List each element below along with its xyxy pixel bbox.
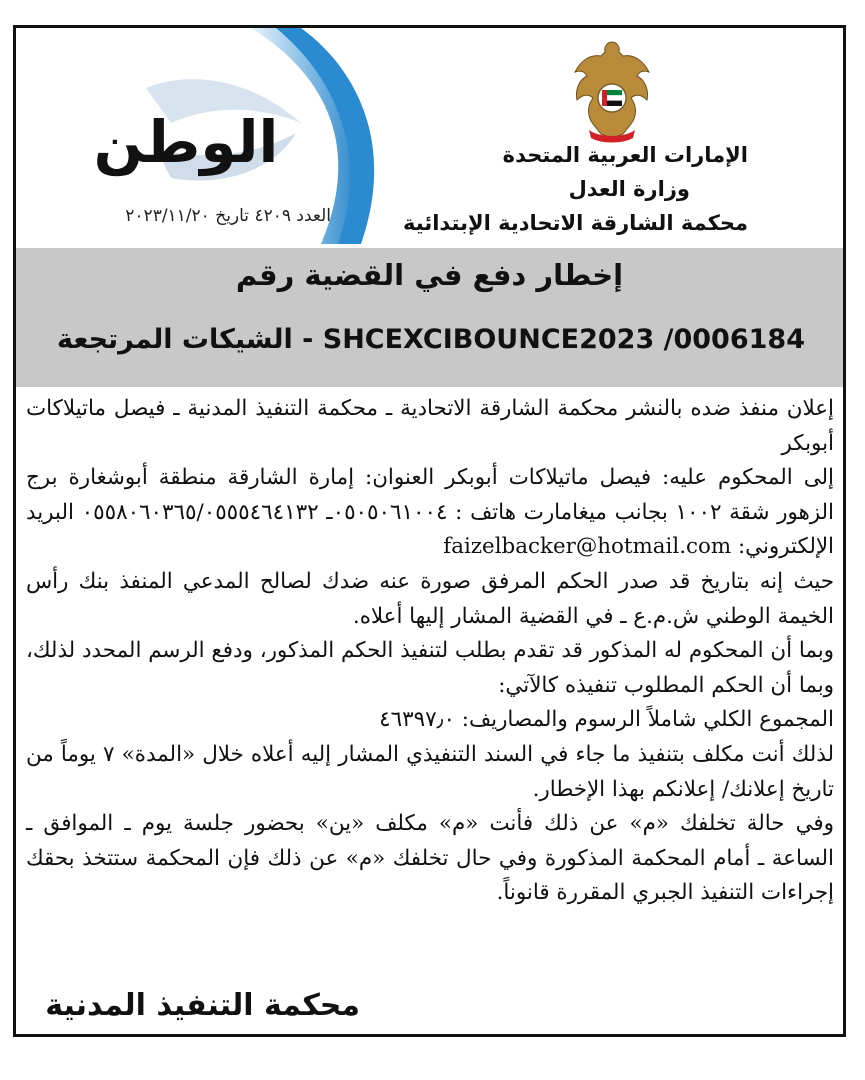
uae-falcon-emblem-icon (571, 38, 653, 144)
body-paragraph-judgment: حيث إنه بتاريخ قد صدر الحكم المرفق صورة عنه ضدك لصالح المدعي المنفذ بنك رأس الخيمة الوطني ش.م.ع ـ في القضية المشار إليها أعلاه. (26, 568, 834, 629)
body-paragraph-total: المجموع الكلي شاملاً الرسوم والمصاريف: ٤٦٣٩٧٫٠ (379, 707, 834, 733)
body-paragraph-hearing: وفي حالة تخلفك «م» عن ذلك فأنت «م» مكلف «ين» بحضور جلسة يوم ـ الموافق ـ الساعة ـ أمام المحكمة المذكورة وفي حال تخلفك «م» عن ذلك فإن المحكمة ستتخذ بحقك إجراءات التنفيذ الجبري المقررة قانوناً. (26, 811, 834, 906)
issue-date: العدد ٤٢٠٩ تاريخ ٢٠٢٣/١١/٢٠ (125, 206, 331, 226)
notice-header (16, 28, 843, 244)
case-number: SHCEXCIBOUNCE2023 /0006184 - الشيكات المرتجعة (56, 324, 805, 355)
ministry-name: وزارة العدل (568, 177, 690, 201)
body-paragraph-request: وبما أن المحكوم له المذكور قد تقدم بطلب لتنفيذ الحكم المذكور، ودفع الرسم المحدد لذلك، وبما أن الحكم المطلوب تنفيذه كالآتي: (26, 638, 834, 698)
government-header (403, 138, 748, 240)
country-name: الإمارات العربية المتحدة (502, 143, 748, 167)
notice-title: إخطار دفع في القضية رقم (235, 258, 624, 292)
notice-body (26, 392, 834, 911)
body-paragraph-deadline: لذلك أنت مكلف بتنفيذ ما جاء في السند التنفيذي المشار إليه أعلاه خلال «المدة» ٧ يوماً من تاريخ إعلانك/ إعلانكم بهذا الإخطار. (26, 741, 834, 802)
body-paragraph-intro: إعلان منفذ ضده بالنشر محكمة الشارقة الاتحادية ـ محكمة التنفيذ المدنية ـ فيصل ماتيلاكات أبوبكر (26, 396, 834, 456)
title-band (16, 248, 843, 387)
issuing-court-signature: محكمة التنفيذ المدنية (45, 988, 360, 1023)
body-paragraph-addressee: إلى المحكوم عليه: فيصل ماتيلاكات أبوبكر العنوان: إمارة الشارقة منطقة أبوشغارة برج الزهور شقة ١٠٠٢ بجانب ميغامارت هاتف : ٠٥٠٥٠٦١٠٠٤ـ ٠٥٥٨٠٦٠٣٦٥/٠٥٥٥٤٦٤١٣٢ البريد الإلكتروني: faizelbacker@hotmail.com (26, 465, 834, 560)
court-name: محكمة الشارقة الاتحادية الإبتدائية (403, 211, 748, 235)
newspaper-name: الوطن (93, 108, 279, 176)
